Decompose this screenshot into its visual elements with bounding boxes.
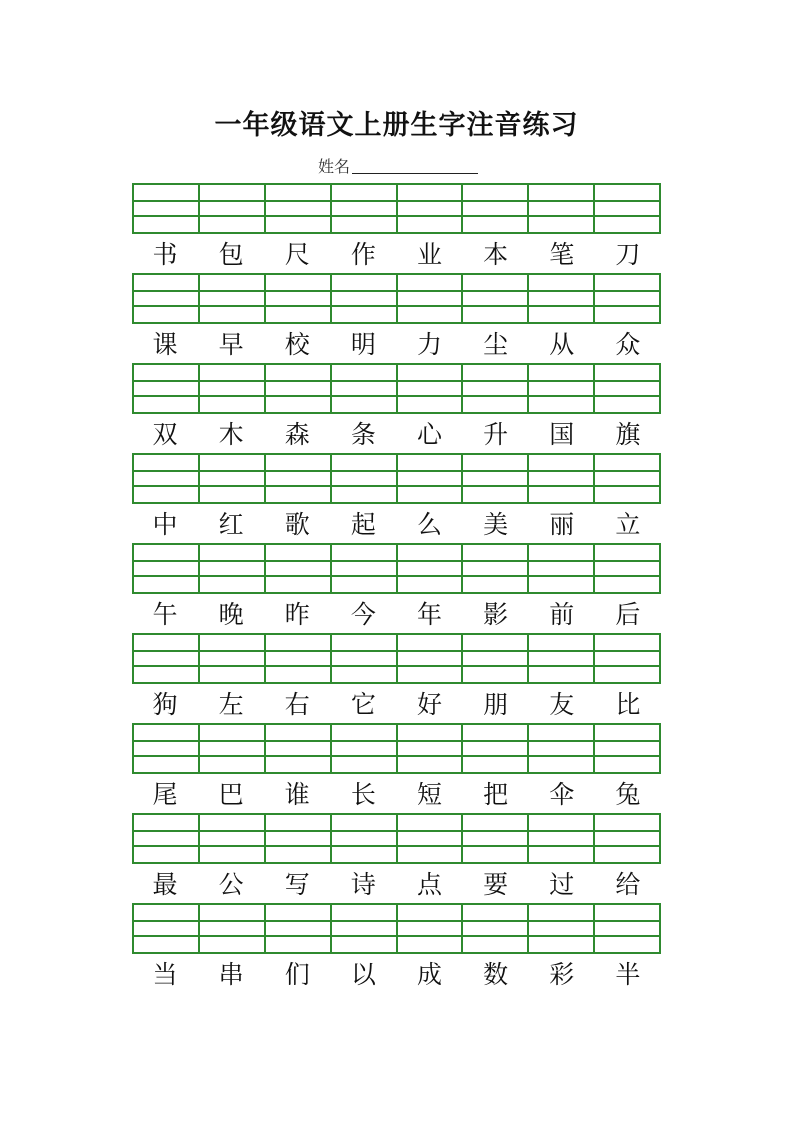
hanzi-character: 年 xyxy=(417,600,443,629)
pinyin-cell[interactable] xyxy=(398,635,464,682)
pinyin-grid-row xyxy=(132,453,661,504)
pinyin-cell[interactable] xyxy=(332,185,398,232)
hanzi-character: 数 xyxy=(483,960,509,989)
pinyin-cell[interactable] xyxy=(529,275,595,322)
pinyin-cell[interactable] xyxy=(200,185,266,232)
pinyin-cell[interactable] xyxy=(200,545,266,592)
hanzi-character: 立 xyxy=(615,510,641,539)
hanzi-character: 后 xyxy=(615,600,641,629)
hanzi-character: 业 xyxy=(417,240,443,269)
character-row xyxy=(132,504,661,543)
hanzi-character: 公 xyxy=(218,870,244,899)
hanzi-character: 课 xyxy=(152,330,178,359)
pinyin-cell[interactable] xyxy=(398,815,464,862)
pinyin-cell[interactable] xyxy=(463,815,529,862)
hanzi-character: 昨 xyxy=(284,600,310,629)
hanzi-character: 影 xyxy=(483,600,509,629)
hanzi-character: 把 xyxy=(483,780,509,809)
pinyin-cell[interactable] xyxy=(595,185,659,232)
pinyin-cell[interactable] xyxy=(398,725,464,772)
hanzi-character: 作 xyxy=(350,240,376,269)
hanzi-character: 起 xyxy=(350,510,376,539)
pinyin-cell[interactable] xyxy=(134,905,200,952)
hanzi-character: 半 xyxy=(615,960,641,989)
pinyin-cell[interactable] xyxy=(332,815,398,862)
hanzi-character: 比 xyxy=(615,690,641,719)
hanzi-character: 诗 xyxy=(350,870,376,899)
hanzi-character: 彩 xyxy=(549,960,575,989)
hanzi-character: 兔 xyxy=(615,780,641,809)
hanzi-character: 木 xyxy=(218,420,244,449)
character-row xyxy=(132,774,661,813)
hanzi-character: 早 xyxy=(218,330,244,359)
pinyin-cell[interactable] xyxy=(200,635,266,682)
hanzi-character: 心 xyxy=(417,420,443,449)
pinyin-cell[interactable] xyxy=(398,275,464,322)
hanzi-character: 旗 xyxy=(615,420,641,449)
hanzi-character: 森 xyxy=(284,420,310,449)
pinyin-cell[interactable] xyxy=(134,635,200,682)
hanzi-character: 它 xyxy=(350,690,376,719)
pinyin-cell[interactable] xyxy=(134,275,200,322)
hanzi-character: 友 xyxy=(549,690,575,719)
hanzi-character: 众 xyxy=(615,330,641,359)
pinyin-cell[interactable] xyxy=(398,905,464,952)
practice-sheet xyxy=(132,183,661,993)
character-row xyxy=(132,684,661,723)
hanzi-character: 过 xyxy=(549,870,575,899)
pinyin-cell[interactable] xyxy=(134,545,200,592)
character-row xyxy=(132,864,661,903)
hanzi-character: 歌 xyxy=(284,510,310,539)
hanzi-character: 朋 xyxy=(483,690,509,719)
hanzi-character: 点 xyxy=(417,870,443,899)
pinyin-cell[interactable] xyxy=(529,635,595,682)
pinyin-cell[interactable] xyxy=(332,905,398,952)
pinyin-cell[interactable] xyxy=(463,275,529,322)
hanzi-character: 丽 xyxy=(549,510,575,539)
pinyin-cell[interactable] xyxy=(529,185,595,232)
hanzi-character: 短 xyxy=(417,780,443,809)
hanzi-character: 条 xyxy=(350,420,376,449)
hanzi-character: 们 xyxy=(284,960,310,989)
pinyin-cell[interactable] xyxy=(200,275,266,322)
pinyin-cell[interactable] xyxy=(200,905,266,952)
pinyin-cell[interactable] xyxy=(595,545,659,592)
pinyin-cell[interactable] xyxy=(266,455,332,502)
hanzi-character: 包 xyxy=(218,240,244,269)
hanzi-character: 从 xyxy=(549,330,575,359)
pinyin-cell[interactable] xyxy=(332,545,398,592)
hanzi-character: 书 xyxy=(152,240,178,269)
pinyin-cell[interactable] xyxy=(595,725,659,772)
pinyin-cell[interactable] xyxy=(200,725,266,772)
character-row xyxy=(132,324,661,363)
hanzi-character: 么 xyxy=(417,510,443,539)
pinyin-cell[interactable] xyxy=(134,365,200,412)
hanzi-character: 成 xyxy=(417,960,443,989)
pinyin-grid-row xyxy=(132,543,661,594)
hanzi-character: 好 xyxy=(417,690,443,719)
hanzi-character: 明 xyxy=(350,330,376,359)
pinyin-cell[interactable] xyxy=(463,365,529,412)
pinyin-cell[interactable] xyxy=(332,635,398,682)
pinyin-cell[interactable] xyxy=(463,635,529,682)
pinyin-cell[interactable] xyxy=(134,455,200,502)
hanzi-character: 串 xyxy=(218,960,244,989)
hanzi-character: 巴 xyxy=(218,780,244,809)
pinyin-grid-row xyxy=(132,363,661,414)
hanzi-character: 伞 xyxy=(549,780,575,809)
pinyin-cell[interactable] xyxy=(595,635,659,682)
pinyin-grid-row xyxy=(132,813,661,864)
pinyin-cell[interactable] xyxy=(463,545,529,592)
pinyin-grid-row xyxy=(132,183,661,234)
pinyin-cell[interactable] xyxy=(463,905,529,952)
hanzi-character: 午 xyxy=(152,600,178,629)
hanzi-character: 狗 xyxy=(152,690,178,719)
pinyin-cell[interactable] xyxy=(332,365,398,412)
hanzi-character: 力 xyxy=(417,330,443,359)
pinyin-cell[interactable] xyxy=(529,545,595,592)
hanzi-character: 红 xyxy=(218,510,244,539)
hanzi-character: 升 xyxy=(483,420,509,449)
pinyin-cell[interactable] xyxy=(529,905,595,952)
hanzi-character: 美 xyxy=(483,510,509,539)
name-blank-line[interactable] xyxy=(352,172,478,174)
character-row xyxy=(132,594,661,633)
pinyin-cell[interactable] xyxy=(463,455,529,502)
hanzi-character: 双 xyxy=(152,420,178,449)
hanzi-character: 前 xyxy=(549,600,575,629)
pinyin-grid-row xyxy=(132,633,661,684)
pinyin-cell[interactable] xyxy=(332,275,398,322)
pinyin-cell[interactable] xyxy=(595,905,659,952)
hanzi-character: 今 xyxy=(350,600,376,629)
name-label: 姓名 xyxy=(318,157,351,176)
pinyin-cell[interactable] xyxy=(398,455,464,502)
character-row xyxy=(132,414,661,453)
hanzi-character: 笔 xyxy=(549,240,575,269)
pinyin-cell[interactable] xyxy=(266,815,332,862)
pinyin-cell[interactable] xyxy=(529,725,595,772)
pinyin-cell[interactable] xyxy=(266,365,332,412)
hanzi-character: 刀 xyxy=(615,240,641,269)
pinyin-cell[interactable] xyxy=(266,725,332,772)
hanzi-character: 给 xyxy=(615,870,641,899)
pinyin-cell[interactable] xyxy=(200,365,266,412)
pinyin-grid-row xyxy=(132,723,661,774)
pinyin-cell[interactable] xyxy=(529,455,595,502)
pinyin-cell[interactable] xyxy=(266,275,332,322)
hanzi-character: 谁 xyxy=(284,780,310,809)
hanzi-character: 尺 xyxy=(284,240,310,269)
pinyin-cell[interactable] xyxy=(595,275,659,322)
hanzi-character: 最 xyxy=(152,870,178,899)
pinyin-cell[interactable] xyxy=(398,185,464,232)
hanzi-character: 当 xyxy=(152,960,178,989)
pinyin-cell[interactable] xyxy=(266,635,332,682)
hanzi-character: 写 xyxy=(284,870,310,899)
hanzi-character: 晚 xyxy=(218,600,244,629)
hanzi-character: 左 xyxy=(218,690,244,719)
pinyin-cell[interactable] xyxy=(332,725,398,772)
hanzi-character: 右 xyxy=(284,690,310,719)
hanzi-character: 本 xyxy=(483,240,509,269)
pinyin-cell[interactable] xyxy=(200,455,266,502)
pinyin-cell[interactable] xyxy=(463,725,529,772)
pinyin-cell[interactable] xyxy=(398,365,464,412)
pinyin-cell[interactable] xyxy=(266,185,332,232)
pinyin-cell[interactable] xyxy=(266,905,332,952)
hanzi-character: 要 xyxy=(483,870,509,899)
pinyin-cell[interactable] xyxy=(529,815,595,862)
hanzi-character: 尘 xyxy=(483,330,509,359)
worksheet-title: 一年级语文上册生字注音练习 xyxy=(214,110,579,141)
hanzi-character: 国 xyxy=(549,420,575,449)
pinyin-grid-row xyxy=(132,273,661,324)
hanzi-character: 校 xyxy=(284,330,310,359)
character-row xyxy=(132,954,661,993)
pinyin-cell[interactable] xyxy=(200,815,266,862)
pinyin-cell[interactable] xyxy=(595,365,659,412)
character-row xyxy=(132,234,661,273)
name-field xyxy=(318,153,478,177)
hanzi-character: 长 xyxy=(350,780,376,809)
hanzi-character: 中 xyxy=(152,510,178,539)
pinyin-cell[interactable] xyxy=(398,545,464,592)
pinyin-cell[interactable] xyxy=(595,815,659,862)
hanzi-character: 以 xyxy=(350,960,376,989)
hanzi-character: 尾 xyxy=(152,780,178,809)
pinyin-cell[interactable] xyxy=(134,185,200,232)
pinyin-grid-row xyxy=(132,903,661,954)
pinyin-cell[interactable] xyxy=(134,815,200,862)
pinyin-cell[interactable] xyxy=(134,725,200,772)
pinyin-cell[interactable] xyxy=(332,455,398,502)
pinyin-cell[interactable] xyxy=(463,185,529,232)
pinyin-cell[interactable] xyxy=(266,545,332,592)
pinyin-cell[interactable] xyxy=(595,455,659,502)
pinyin-cell[interactable] xyxy=(529,365,595,412)
